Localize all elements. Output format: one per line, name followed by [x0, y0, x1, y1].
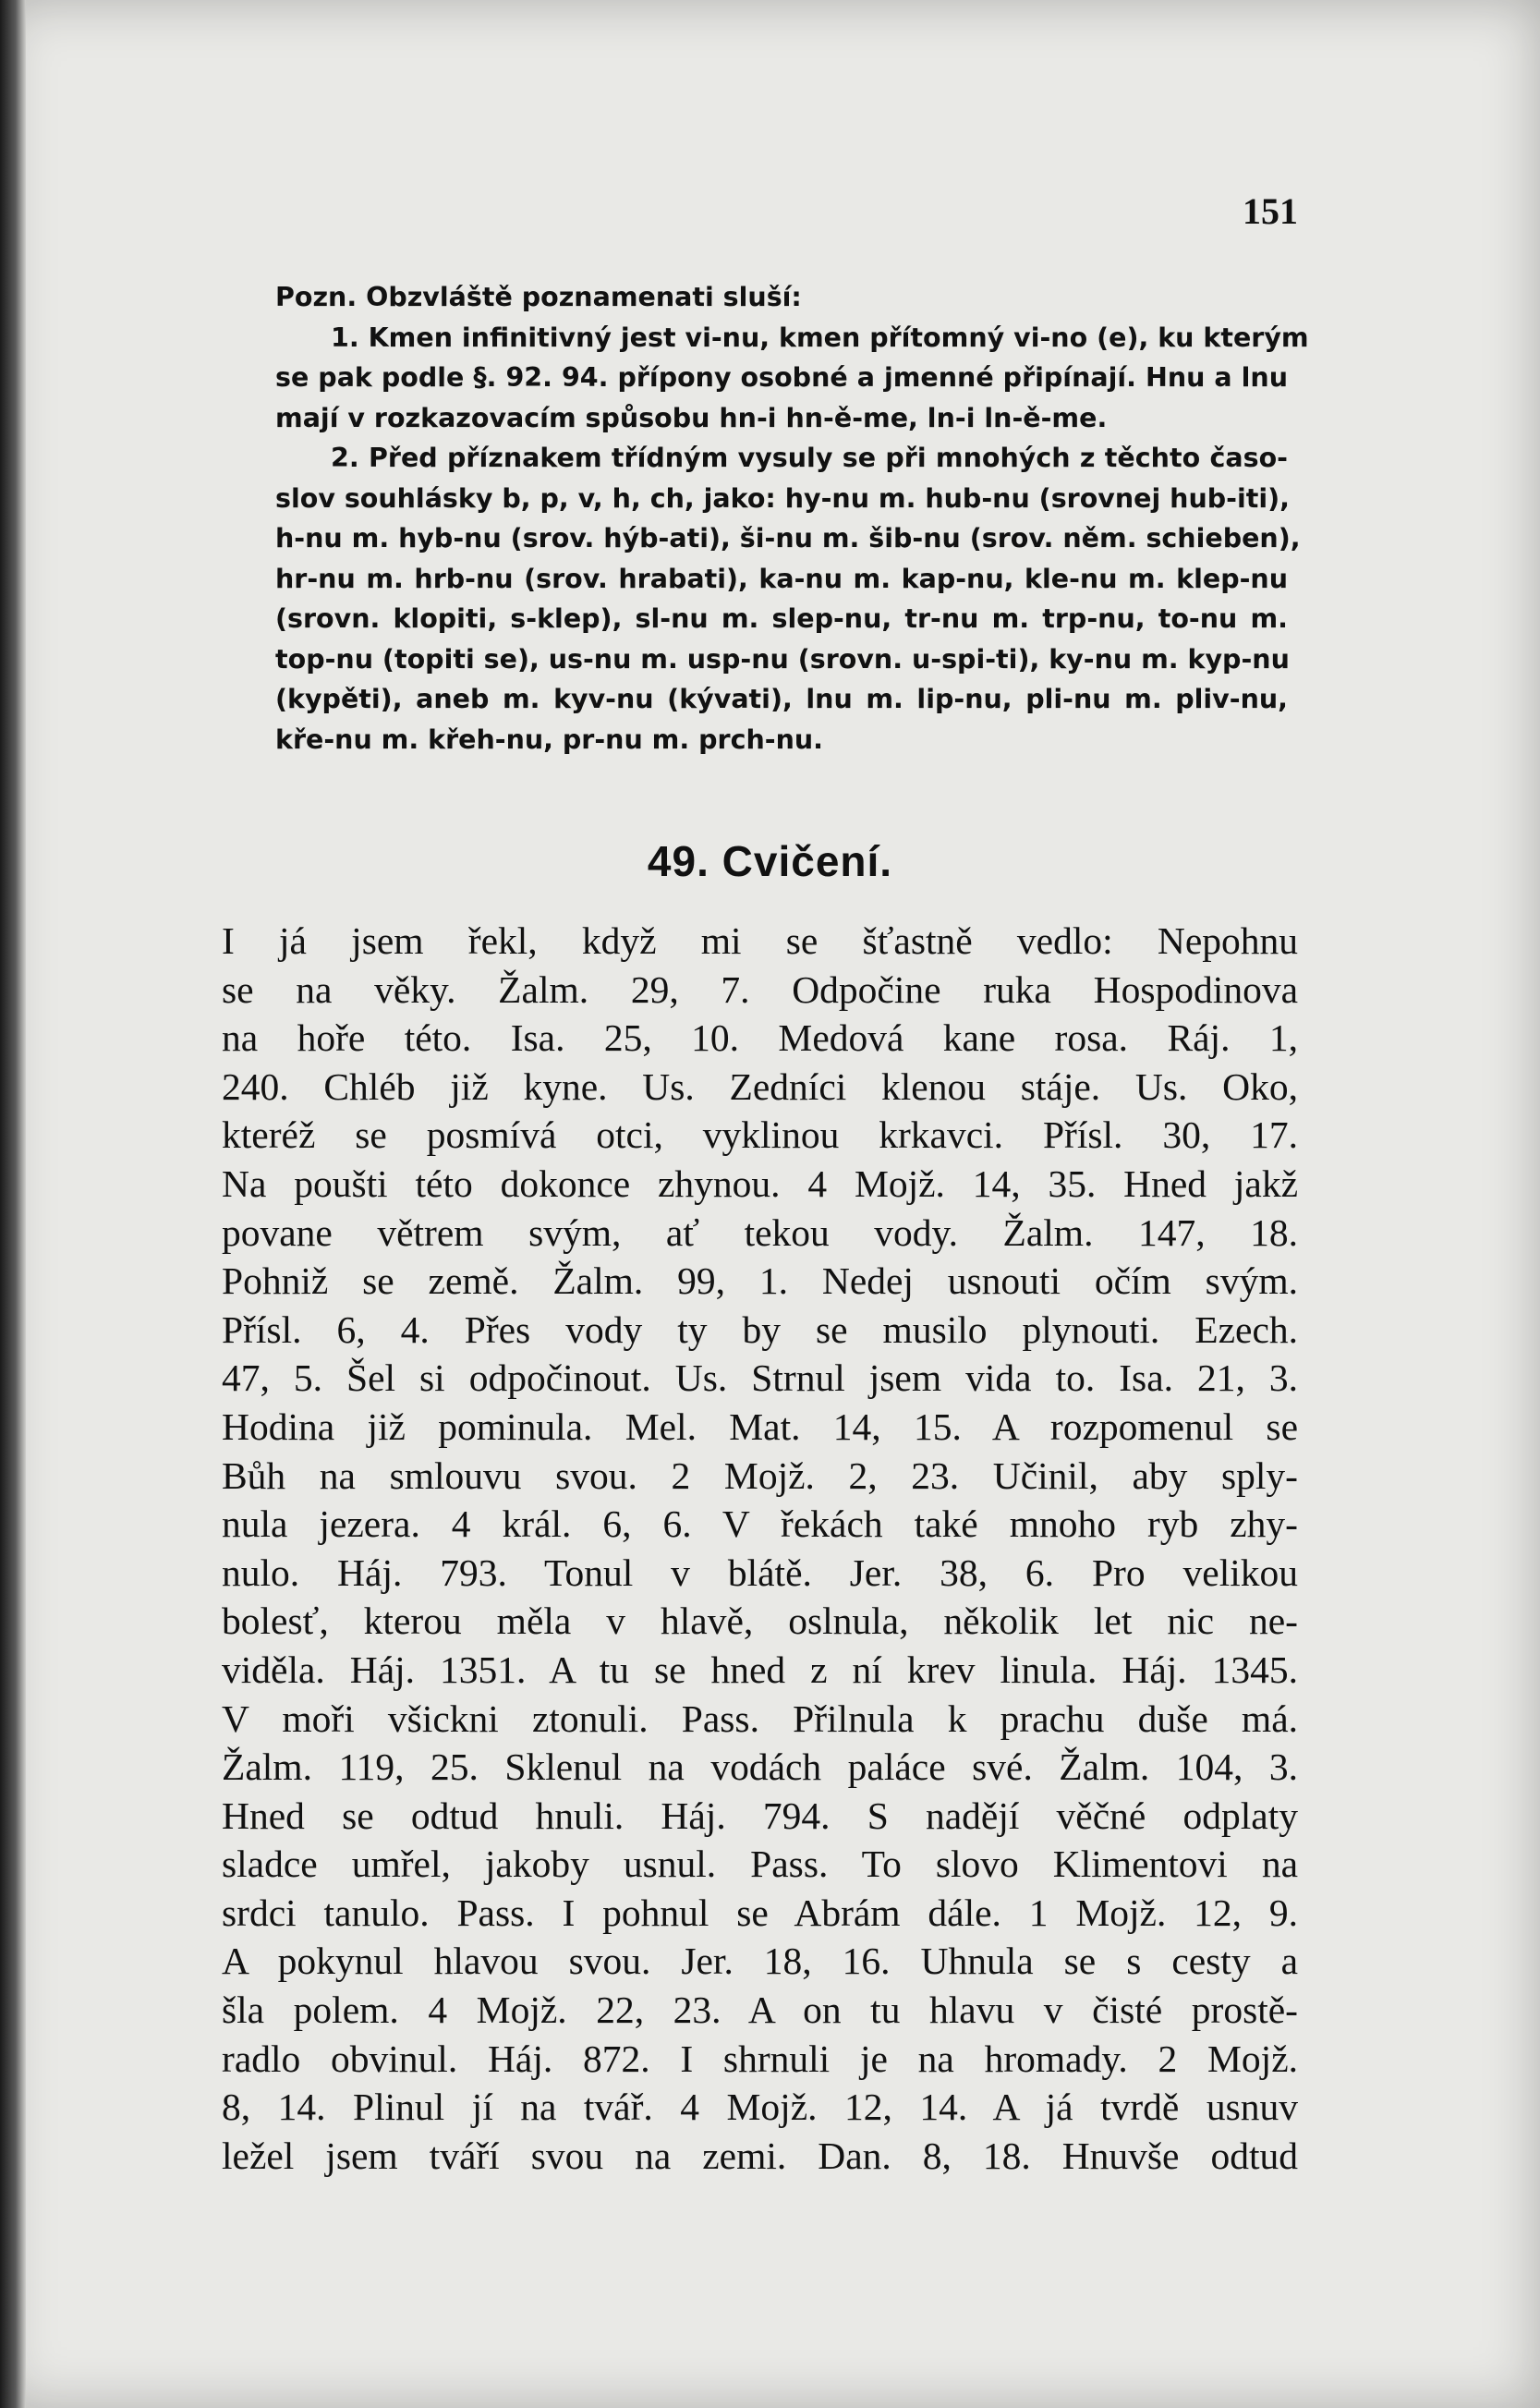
note-line: 2. Před příznakem třídným vysuly se při mnohých z těchto časo-: [331, 443, 1288, 473]
exercise-line: Hned se odtud hnuli. Háj. 794. S nadějí věčné odplaty: [222, 1794, 1298, 1837]
exercise-line: Hodina již pominula. Mel. Mat. 14, 15. A rozpomenul se: [222, 1405, 1298, 1448]
exercise-line: sladce umřel, jakoby usnul. Pass. To slovo Klimentovi na: [222, 1842, 1298, 1886]
note-block: [275, 277, 1309, 760]
note-line: (kypěti), aneb m. kyv-nu (kývati), lnu m. lip-nu, pli-nu m. pliv-nu,: [275, 684, 1288, 714]
exercise-line: 240. Chléb již kyne. Us. Zedníci klenou stáje. Us. Oko,: [222, 1064, 1298, 1108]
exercise-line: 47, 5. Šel si odpočinout. Us. Strnul jsem vida to. Isa. 21, 3.: [222, 1356, 1298, 1400]
exercise-line: povane větrem svým, ať tekou vody. Žalm. 147, 18.: [222, 1210, 1298, 1254]
exercise-line: kteréž se posmívá otci, vyklinou krkavci. Přísl. 30, 17.: [222, 1113, 1298, 1157]
exercise-line: V moři všickni ztonuli. Pass. Přilnula k prachu duše má.: [222, 1697, 1298, 1740]
note-line: mají v rozkazovacím spůsobu hn-i hn-ě-me, ln-i ln-ě-me.: [275, 402, 1108, 433]
exercise-line: nula jezera. 4 král. 6, 6. V řekách také mnoho ryb zhy-: [222, 1502, 1298, 1546]
note-line: top-nu (topiti se), us-nu m. usp-nu (srovn. u-spi-ti), ky-nu m. kyp-nu: [275, 643, 1290, 675]
exercise-line: viděla. Háj. 1351. A tu se hned z ní krev linula. Háj. 1345.: [222, 1648, 1298, 1691]
exercise-line: 8, 14. Plinul jí na tvář. 4 Mojž. 12, 14. A já tvrdě usnuv: [222, 2086, 1298, 2129]
note-line: h-nu m. hyb-nu (srov. hýb-ati), ši-nu m. šib-nu (srov. něm. schieben),: [275, 523, 1301, 553]
page-number: 151: [1243, 190, 1298, 232]
exercise-line: Na poušti této dokonce zhynou. 4 Mojž. 14, 35. Hned jakž: [222, 1161, 1298, 1205]
exercise-line: bolesť, kterou měla v hlavě, oslnula, několik let nic ne-: [222, 1599, 1298, 1643]
exercise-line: šla polem. 4 Mojž. 22, 23. A on tu hlavu v čisté prostě-: [222, 1988, 1298, 2032]
exercise-body: [222, 917, 1298, 2180]
note-line: 1. Kmen infinitivný jest vi-nu, kmen přítomný vi-no (e), ku kterým: [331, 322, 1309, 353]
exercise-line: nulo. Háj. 793. Tonul v blátě. Jer. 38, 6. Pro velikou: [222, 1551, 1298, 1594]
exercise-line: I já jsem řekl, když mi se šťastně vedlo: Nepohnu: [222, 919, 1298, 962]
exercise-heading: 49. Cvičení.: [647, 837, 893, 885]
note-line: se pak podle §. 92. 94. přípony osobné a jmenné připínají. Hnu a lnu: [275, 362, 1288, 393]
exercise-line: Bůh na smlouvu svou. 2 Mojž. 2, 23. Učinil, aby sply-: [222, 1453, 1298, 1497]
exercise-line: Pohniž se země. Žalm. 99, 1. Nedej usnouti očím svým.: [222, 1259, 1298, 1303]
exercise-line: se na věky. Žalm. 29, 7. Odpočine ruka Hospodinova: [222, 967, 1298, 1011]
note-line: slov souhlásky b, p, v, h, ch, jako: hy-nu m. hub-nu (srovnej hub-iti),: [275, 482, 1291, 514]
page-binding-edge: [0, 0, 26, 2408]
exercise-line: ležel jsem tváří svou na zemi. Dan. 8, 18. Hnuvše odtud: [222, 2134, 1298, 2177]
note-line: (srovn. klopiti, s-klep), sl-nu m. slep-nu, tr-nu m. trp-nu, to-nu m.: [275, 603, 1288, 634]
exercise-line: srdci tanulo. Pass. I pohnul se Abrám dále. 1 Mojž. 12, 9.: [222, 1891, 1298, 1934]
note-line: hr-nu m. hrb-nu (srov. hrabati), ka-nu m. kap-nu, kle-nu m. klep-nu: [275, 563, 1288, 594]
exercise-line: Žalm. 119, 25. Sklenul na vodách paláce své. Žalm. 104, 3.: [222, 1745, 1298, 1789]
note-line: Pozn. Obzvláště poznamenati sluší:: [275, 282, 802, 312]
note-line: kře-nu m. křeh-nu, pr-nu m. prch-nu.: [275, 724, 824, 755]
exercise-line: radlo obvinul. Háj. 872. I shrnuli je na hromady. 2 Mojž.: [222, 2037, 1298, 2080]
exercise-line: Přísl. 6, 4. Přes vody ty by se musilo plynouti. Ezech.: [222, 1307, 1298, 1351]
exercise-line: A pokynul hlavou svou. Jer. 18, 16. Uhnula se s cesty a: [222, 1940, 1298, 1983]
exercise-line: na hoře této. Isa. 25, 10. Medová kane rosa. Ráj. 1,: [222, 1016, 1298, 1060]
